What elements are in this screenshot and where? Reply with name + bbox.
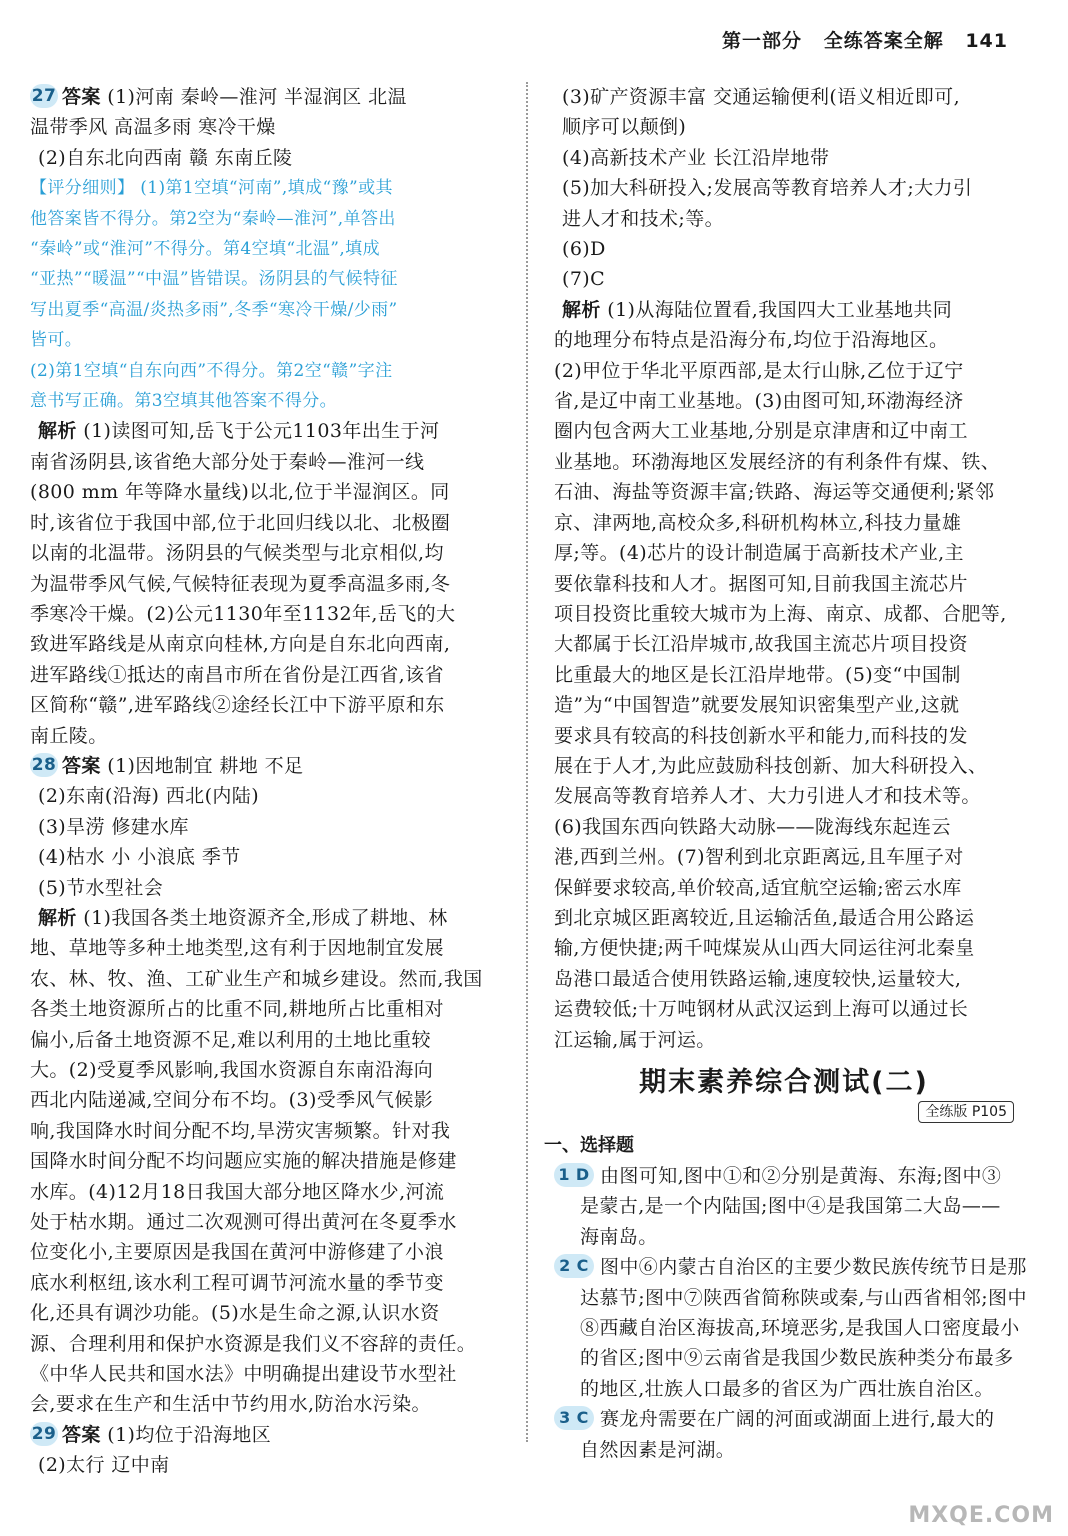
line-text: (5)加大科研投入;发展高等教育培养人才;大力引 <box>562 177 973 200</box>
text-line <box>554 599 1014 629</box>
line-text: 位变化小,主要原因是我国在黄河中游修建了小浪 <box>30 1241 444 1264</box>
line-text: 江运输,属于河运。 <box>554 1028 716 1051</box>
text-line <box>30 812 510 842</box>
text-line <box>30 1420 510 1450</box>
text-line <box>30 994 510 1024</box>
line-text: 国降水时间分配不均问题应实施的解决措施是修建 <box>30 1150 457 1173</box>
line-text: 《中华人民共和国水法》中明确提出建设节水型社 <box>30 1363 457 1386</box>
line-text: 季寒冷干燥。(2)公元1130年至1132年,岳飞的大 <box>30 602 456 625</box>
line-text: (4)枯水 小 小浪底 季节 <box>38 846 241 869</box>
right-column <box>544 82 1027 1465</box>
label-tag: 答案 <box>62 754 101 777</box>
watermark: MXQE.COM <box>908 1503 1054 1528</box>
text-line <box>554 447 1014 477</box>
text-line <box>30 1359 510 1389</box>
line-text: 各类土地资源所占的比重不同,耕地所占比重相对 <box>30 998 444 1021</box>
line-text: 的省区;图中⑨云南省是我国少数民族种类分布最多 <box>580 1347 1014 1370</box>
choice-answer-badge: 2 C <box>554 1254 594 1278</box>
line-text: 项目投资比重较大城市为上海、南京、成都、合肥等, <box>554 602 1007 625</box>
text-line <box>30 690 510 720</box>
section-heading: 一、选择题 <box>544 1135 634 1156</box>
text-line <box>554 112 1014 142</box>
text-line <box>30 538 510 568</box>
line-text: (6)D <box>562 238 606 261</box>
line-text: 岛港口最适合使用铁路运输,速度较快,运量较大, <box>554 967 962 990</box>
text-line <box>30 599 510 629</box>
left-column <box>30 82 510 1481</box>
text-line <box>30 508 510 538</box>
text-line <box>30 234 510 264</box>
column-divider <box>526 82 528 1442</box>
text-line <box>30 325 510 355</box>
line-text: ⑧西藏自治区海拔高,环境恶劣,是我国人口密度最小 <box>580 1317 1020 1340</box>
text-line <box>30 204 510 234</box>
label-tag: 解析 <box>562 298 601 321</box>
text-line <box>554 386 1014 416</box>
page-number: 141 <box>965 30 1008 52</box>
text-line <box>30 1146 510 1176</box>
text-line <box>554 1025 1014 1055</box>
text-line <box>554 933 1014 963</box>
text-line <box>554 1374 1014 1404</box>
text-line <box>30 1177 510 1207</box>
text-line <box>554 1222 1014 1252</box>
text-line <box>30 660 510 690</box>
line-text: 时,该省位于我国中部,位于北回归线以北、北极圈 <box>30 511 451 534</box>
text-line <box>554 690 1014 720</box>
line-text: (1)读图可知,岳飞于公元1103年出生于河 <box>76 420 440 443</box>
line-text: 的地理分布特点是沿海分布,均位于沿海地区。 <box>554 329 949 352</box>
label-tag: 答案 <box>62 1423 101 1446</box>
line-text: 南丘陵。 <box>30 724 108 747</box>
section-title: 期末素养综合测试(二) <box>639 1067 929 1098</box>
text-line <box>554 1435 1014 1465</box>
line-text: 水库。(4)12月18日我国大部分地区降水少,河流 <box>30 1180 445 1203</box>
line-text: 到北京城区距离较近,且运输活鱼,最适合用公路运 <box>554 906 975 929</box>
text-line <box>30 1055 510 1085</box>
header-subtitle: 全练答案全解 <box>823 30 944 52</box>
text-line <box>30 1116 510 1146</box>
text-line <box>554 842 1014 872</box>
line-text: 图中⑥内蒙古自治区的主要少数民族传统节日是那 <box>600 1256 1027 1279</box>
line-text: (1)河南 秦岭—淮河 半湿润区 北温 <box>100 86 407 108</box>
label-tag: 答案 <box>62 86 101 108</box>
line-text: 源、合理利用和保护水资源是我们义不容辞的责任。 <box>30 1332 477 1355</box>
line-text: 地、草地等多种土地类型,这有利于因地制宜发展 <box>30 937 444 960</box>
line-text: (7)C <box>562 268 606 291</box>
text-line <box>30 447 510 477</box>
line-text: 进人才和技术;等。 <box>562 207 725 230</box>
text-line <box>554 508 1014 538</box>
line-text: (1)我国各类土地资源齐全,形成了耕地、林 <box>76 906 448 929</box>
line-text: 由图可知,图中①和②分别是黄海、东海;图中③ <box>600 1165 1002 1187</box>
text-line <box>554 569 1014 599</box>
line-text: 输,方便快捷;两千吨煤炭从山西大同运往河北秦皇 <box>554 937 975 960</box>
question-number-badge: 29 <box>31 1423 57 1444</box>
text-line <box>30 1298 510 1328</box>
text-line <box>554 356 1014 386</box>
reference-badge-row <box>554 1101 1014 1123</box>
label-tag: 解析 <box>38 906 77 929</box>
line-text: (1)均位于沿海地区 <box>100 1423 272 1446</box>
question-number-badge: 27 <box>31 86 57 106</box>
line-text: 南省汤阴县,该省绝大部分处于秦岭—淮河一线 <box>30 450 425 473</box>
text-line <box>554 629 1014 659</box>
line-text: 他答案皆不得分。第2空为“秦岭—淮河”,单答出 <box>30 208 396 229</box>
line-text: 比重最大的地区是长江沿岸地带。(5)变“中国制 <box>554 663 961 686</box>
line-text: (6)我国东西向铁路大动脉——陇海线东起连云 <box>554 815 951 838</box>
line-text: 石油、海盐等资源丰富;铁路、海运等交通便利;紧邻 <box>554 481 995 504</box>
text-line <box>30 842 510 872</box>
line-text: 温带季风 高温多雨 寒冷干燥 <box>30 116 276 139</box>
line-text: 大都属于长江沿岸城市,故我国主流芯片项目投资 <box>554 633 968 656</box>
line-text: 大。(2)受夏季风影响,我国水资源自东南沿海向 <box>30 1059 434 1081</box>
text-line <box>554 1252 1027 1282</box>
question-number-badge: 28 <box>31 754 57 775</box>
line-text: 要依靠科技和人才。据图可知,目前我国主流芯片 <box>554 572 968 595</box>
text-line <box>30 295 510 325</box>
line-text: 要求具有较高的科技创新水平和能力,而科技的发 <box>554 724 968 747</box>
line-text: 处于枯水期。通过二次观测可得出黄河在冬夏季水 <box>30 1211 457 1234</box>
line-text: 赛龙舟需要在广阔的河面或湖面上进行,最大的 <box>600 1408 995 1431</box>
line-text: 进军路线①抵达的南昌市所在省份是江西省,该省 <box>30 663 444 686</box>
line-text: (2)第1空填“自东向西”不得分。第2空“赣”字注 <box>30 360 393 381</box>
line-text: 会,要求在生产和生活中节约用水,防治水污染。 <box>30 1393 431 1416</box>
text-line <box>554 538 1014 568</box>
text-line <box>30 143 510 173</box>
line-text: 响,我国降水时间分配不均,旱涝灾害频繁。针对我 <box>30 1119 451 1142</box>
text-line <box>30 933 510 963</box>
line-text: (3)矿产资源丰富 交通运输便利(语义相近即可, <box>562 86 961 108</box>
line-text: 厚;等。(4)芯片的设计制造属于高新技术产业,主 <box>554 542 964 565</box>
text-line <box>554 1404 1014 1434</box>
text-line <box>30 264 510 294</box>
text-line <box>554 1313 1020 1343</box>
line-text: 以南的北温带。汤阴县的气候类型与北京相似,均 <box>30 542 444 565</box>
text-line <box>554 477 1014 507</box>
line-text: 西北内陆递减,空间分布不均。(3)受季风气候影 <box>30 1089 434 1112</box>
line-text: 发展高等教育培养人才、大力引进人才和技术等。 <box>554 785 981 808</box>
line-text: 【评分细则】 (1)第1空填“河南”,填成“豫”或其 <box>30 178 393 199</box>
line-text: (2)甲位于华北平原西部,是太行山脉,乙位于辽宁 <box>554 359 964 382</box>
text-line <box>554 295 1014 325</box>
line-text: 写出夏季“高温/炎热多雨”,冬季“寒冷干燥/少雨” <box>30 299 398 320</box>
text-line <box>30 1450 510 1480</box>
page-header <box>708 26 1008 53</box>
text-line <box>554 1343 1014 1373</box>
line-text: (5)节水型社会 <box>38 876 164 899</box>
text-line <box>30 873 510 903</box>
text-line <box>554 903 1014 933</box>
text-line <box>554 1283 1027 1313</box>
line-text: 造”为“中国智造”就要发展知识密集型产业,这就 <box>554 694 960 717</box>
choice-answers <box>554 1161 1027 1465</box>
text-line <box>30 1329 510 1359</box>
line-text: 运费较低;十万吨钢材从武汉运到上海可以通过长 <box>554 998 969 1021</box>
line-text: 是蒙古,是一个内陆国;图中④是我国第二大岛—— <box>580 1195 1001 1218</box>
line-text: 业基地。环渤海地区发展经济的有利条件有煤、铁、 <box>554 450 1001 473</box>
text-line <box>30 1025 510 1055</box>
line-text: 皆可。 <box>30 330 83 351</box>
line-text: 为温带季风气候,气候特征表现为夏季高温多雨,冬 <box>30 572 451 595</box>
right-column-answers <box>554 82 1014 1055</box>
line-text: 的地区,壮族人口最多的省区为广西壮族自治区。 <box>580 1377 994 1400</box>
line-text: 意书写正确。第3空填其他答案不得分。 <box>30 391 338 412</box>
text-line <box>554 751 1014 781</box>
line-text: 底水利枢纽,该水利工程可调节河流水量的季节变 <box>30 1271 444 1294</box>
text-line <box>554 264 1014 294</box>
line-text: 致进军路线是从南京向桂林,方向是自东北向西南, <box>30 633 451 656</box>
text-line <box>30 1085 510 1115</box>
text-line <box>554 1161 1014 1191</box>
text-line <box>554 325 1014 355</box>
line-text: 化,还具有调沙功能。(5)水是生命之源,认识水资 <box>30 1302 440 1325</box>
line-text: 海南岛。 <box>580 1225 658 1248</box>
text-line <box>30 1389 510 1419</box>
line-text: (2)自东北向西南 赣 东南丘陵 <box>38 146 293 169</box>
text-line <box>30 629 510 659</box>
line-text: (2)东南(沿海) 西北(内陆) <box>38 785 260 808</box>
text-line <box>554 873 1014 903</box>
line-text: 省,是辽中南工业基地。(3)由图可知,环渤海经济 <box>554 390 964 413</box>
line-text: 顺序可以颠倒) <box>562 116 687 139</box>
text-line <box>554 204 1014 234</box>
text-line <box>554 721 1014 751</box>
text-line <box>554 660 1014 690</box>
line-text: (800 mm 年等降水量线)以北,位于半湿润区。同 <box>30 481 450 504</box>
text-line <box>30 751 510 781</box>
choice-answer-badge: 3 C <box>554 1406 594 1430</box>
line-text: 京、津两地,高校众多,科研机构林立,科技力量雄 <box>554 511 962 534</box>
line-text: 圈内包含两大工业基地,分别是京津唐和辽中南工 <box>554 420 968 443</box>
text-line <box>554 994 1014 1024</box>
line-text: 展在于人才,为此应鼓励科技创新、加大科研投入、 <box>554 754 988 777</box>
text-line <box>30 112 510 142</box>
text-line <box>30 1207 510 1237</box>
line-text: (1)因地制宜 耕地 不足 <box>100 754 304 777</box>
line-text: 农、林、牧、渔、工矿业生产和城乡建设。然而,我国 <box>30 967 483 990</box>
text-line <box>554 416 1014 446</box>
text-line <box>554 173 1014 203</box>
text-line <box>30 416 510 446</box>
text-line <box>30 477 510 507</box>
text-line <box>554 1191 1014 1221</box>
line-text: (1)从海陆位置看,我国四大工业基地共同 <box>600 298 953 321</box>
text-line <box>30 569 510 599</box>
text-line <box>554 82 1014 112</box>
text-line <box>30 1268 510 1298</box>
line-text: 港,西到兰州。(7)智利到北京距离远,且车厘子对 <box>554 846 964 869</box>
text-line <box>554 964 1014 994</box>
line-text: (3)旱涝 修建水库 <box>38 815 189 838</box>
text-line <box>554 812 1014 842</box>
line-text: (4)高新技术产业 长江沿岸地带 <box>562 146 830 169</box>
text-line <box>30 721 510 751</box>
text-line <box>554 781 1014 811</box>
label-tag: 解析 <box>38 420 77 443</box>
line-text: 区简称“赣”,进军路线②途经长江中下游平原和东 <box>30 694 445 717</box>
line-text: “亚热”“暖温”“中温”皆错误。汤阴县的气候特征 <box>30 269 398 290</box>
text-line <box>30 356 510 386</box>
line-text: 偏小,后备土地资源不足,难以利用的土地比重较 <box>30 1028 431 1051</box>
text-line <box>554 143 1014 173</box>
line-text: 达慕节;图中⑦陕西省简称陕或秦,与山西省相邻;图中 <box>580 1286 1027 1309</box>
reference-badge: 全练版 P105 <box>918 1101 1014 1123</box>
header-section: 第一部分 <box>722 30 803 52</box>
text-line <box>554 234 1014 264</box>
choice-answer-badge: 1 D <box>554 1163 594 1187</box>
line-text: 自然因素是河湖。 <box>580 1438 736 1461</box>
text-line <box>30 903 510 933</box>
text-line <box>30 1237 510 1267</box>
text-line <box>30 386 510 416</box>
line-text: (2)太行 辽中南 <box>38 1454 170 1477</box>
text-line <box>30 781 510 811</box>
line-text: “秦岭”或“淮河”不得分。第4空填“北温”,填成 <box>30 239 380 260</box>
text-line <box>30 964 510 994</box>
text-line <box>30 173 510 203</box>
line-text: 保鲜要求较高,单价较高,适宜航空运输;密云水库 <box>554 876 962 899</box>
text-line <box>30 82 510 112</box>
